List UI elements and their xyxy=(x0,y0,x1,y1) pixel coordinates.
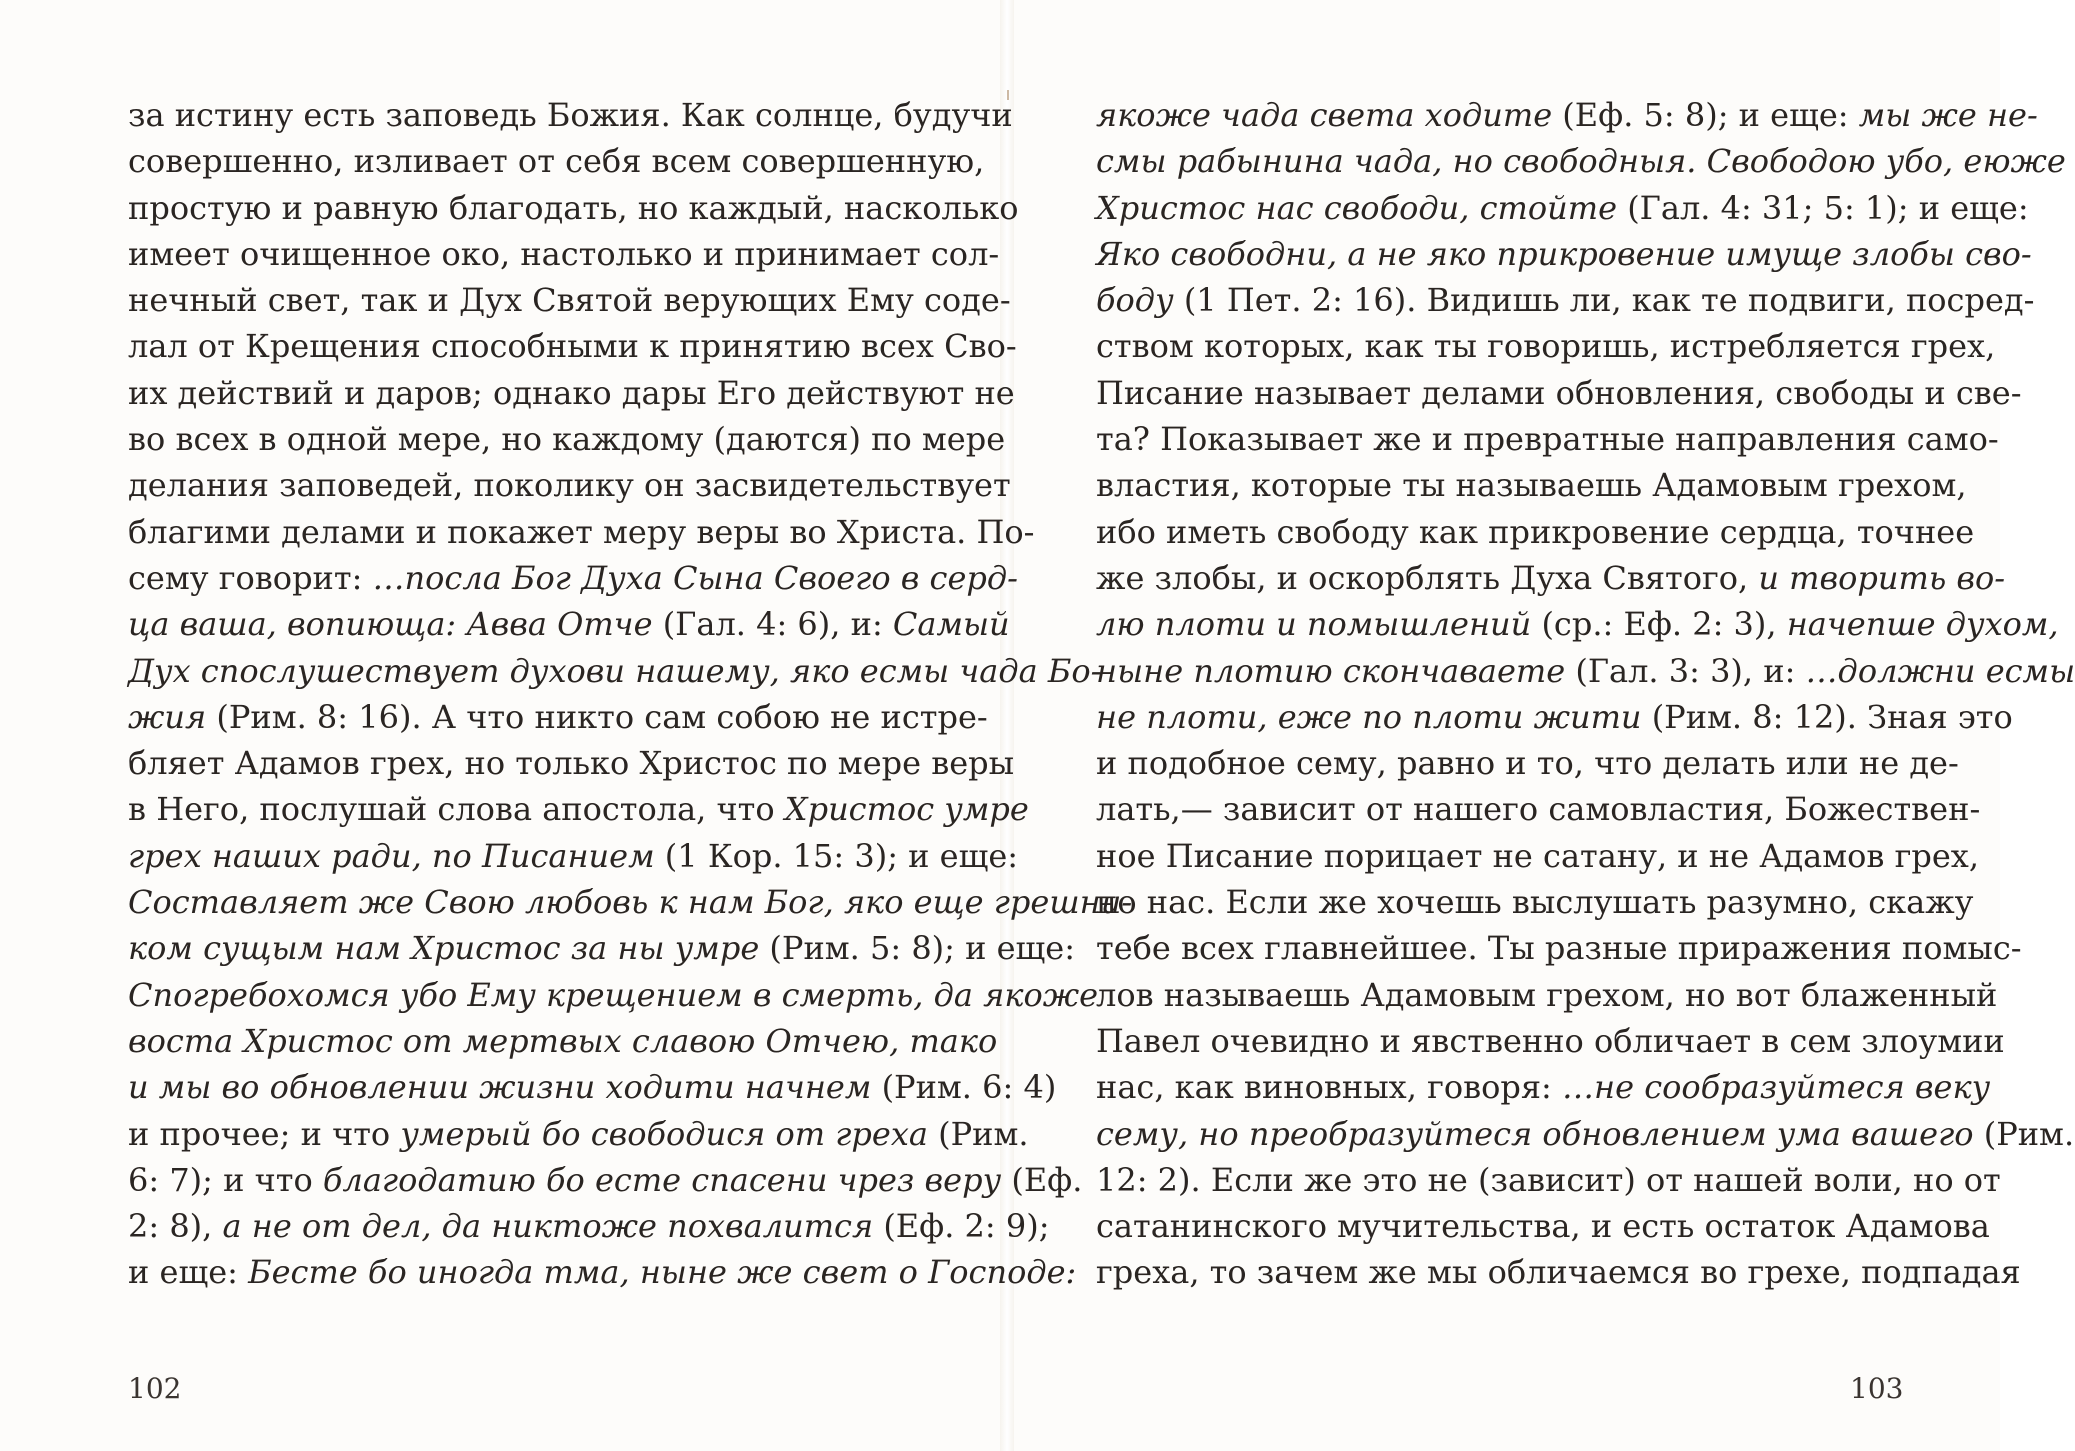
italic-quote: Спогребохомся убо Ему крещением в смерть, да якоже xyxy=(128,975,1099,1014)
italic-quote: Самый xyxy=(892,605,1010,644)
text-line xyxy=(1096,786,1981,832)
text-run: но нас. Если же хочешь выслушать разумно, скажу xyxy=(1096,883,1974,922)
text-line xyxy=(128,972,1099,1018)
italic-quote: начenше духом, xyxy=(1786,605,2059,644)
text-line xyxy=(1096,648,2075,694)
text-run: делания заповедей, поколику он засвидетельствует xyxy=(128,466,1011,505)
italic-quote: Бесте бо иногда тма, ныне же свет о Господе: xyxy=(248,1253,1077,1292)
italic-quote: и мы во обновлении жизни ходити начнем xyxy=(128,1068,872,1107)
text-line xyxy=(1096,1064,1991,1110)
text-line xyxy=(1096,416,1999,462)
italic-quote: смы рабынина чада, но свободныя. Свободою убо, еюже xyxy=(1096,142,2066,181)
text-line xyxy=(1096,462,1967,508)
text-line xyxy=(1096,1018,2005,1064)
text-run: (Гал. 4: 31; 5: 1); и еще: xyxy=(1617,188,2029,227)
text-line xyxy=(128,1111,1029,1157)
text-line xyxy=(128,509,1035,555)
text-run: же злобы, и оскорблять Духа Святого, xyxy=(1096,558,1759,597)
text-line xyxy=(1096,1111,2075,1157)
italic-quote: ныне плотию скончаваете xyxy=(1096,651,1566,690)
right-page-text xyxy=(1096,92,2075,1296)
text-line xyxy=(128,1064,1057,1110)
text-run: (Еф. 5: 8); и еще: xyxy=(1552,96,1859,134)
text-line xyxy=(128,740,1015,786)
text-line xyxy=(128,1203,1050,1249)
italic-quote: воста Христос от мертвых славою Отчею, тако xyxy=(128,1021,998,1060)
italic-quote: лю плоти и помышлений xyxy=(1096,605,1532,644)
text-run: (Рим. 8: 12). Зная это xyxy=(1641,697,2013,736)
text-run: имеет очищенное око, настолько и принимает сол- xyxy=(128,234,1000,273)
text-line xyxy=(1096,1203,1990,1249)
text-line xyxy=(128,1018,998,1064)
text-run: совершенно, изливает от себя всем совершенную, xyxy=(128,142,985,181)
italic-quote: Христос умре xyxy=(784,790,1029,829)
text-run: властия, которые ты называешь Адамовым грехом, xyxy=(1096,466,1967,505)
text-line xyxy=(1096,1157,2001,1203)
text-run: сатанинского мучительства, и есть остаток Адамова xyxy=(1096,1207,1990,1246)
text-line xyxy=(1096,925,2022,971)
text-run: лов называешь Адамовым грехом, но вот блаженный xyxy=(1096,975,1998,1014)
text-line xyxy=(1096,879,1974,925)
text-line xyxy=(128,879,1133,925)
text-line xyxy=(128,694,988,740)
text-line xyxy=(128,92,1013,138)
text-run: (1 Кор. 15: 3); и еще: xyxy=(654,836,1019,875)
left-page-number: 102 xyxy=(128,1372,182,1405)
text-line xyxy=(1096,509,1975,555)
text-line xyxy=(128,138,985,184)
italic-quote: а не от дел, да никтоже похвалится xyxy=(222,1207,874,1246)
italic-quote: Дух спослушествует духови нашему, яко есмы чада Бо- xyxy=(128,651,1102,690)
text-run: (Рим. xyxy=(927,1114,1029,1153)
italic-quote: якоже чада света ходите xyxy=(1096,96,1553,134)
text-run: (Рим. 8: 16). А что никто сам собою не истре- xyxy=(206,697,988,736)
text-line xyxy=(128,1249,1077,1295)
text-line xyxy=(1096,138,2066,184)
text-line xyxy=(128,370,1015,416)
text-line xyxy=(128,786,1029,832)
text-run: (Гал. 3: 3), и: xyxy=(1565,651,1806,690)
text-run: Павел очевидно и явственно обличает в сем злоумии xyxy=(1096,1021,2005,1060)
text-line xyxy=(1096,185,2029,231)
text-run: ное Писание порицает не сатану, и не Адамов грех, xyxy=(1096,836,1979,875)
text-run: Писание называет делами обновления, свободы и све- xyxy=(1096,373,2022,412)
text-run: (Еф. xyxy=(1001,1160,1083,1199)
text-line xyxy=(1096,92,2038,138)
italic-quote: ком сущым нам Христос за ны умре xyxy=(128,929,760,968)
italic-quote: мы же не- xyxy=(1858,96,2038,134)
text-run: греха, то зачем же мы обличаемся во грехе, подпадая xyxy=(1096,1253,2021,1292)
text-run: благими делами и покажет меру веры во Христа. По- xyxy=(128,512,1035,551)
text-run: (Рим. 6: 4) xyxy=(871,1068,1057,1107)
italic-quote: Яко свободни, а не яко прикровение имуще злобы сво- xyxy=(1096,234,2032,273)
text-run: и подобное сему, равно и то, что делать или не де- xyxy=(1096,744,1959,783)
text-run: простую и равную благодать, но каждый, насколько xyxy=(128,188,1019,227)
text-run: 12: 2). Если же это не (зависит) от нашей воли, но от xyxy=(1096,1160,2001,1199)
text-line xyxy=(1096,601,2059,647)
text-run: и прочее; и что xyxy=(128,1114,401,1153)
text-line xyxy=(1096,1249,2021,1295)
text-line xyxy=(128,416,1006,462)
italic-quote: жия xyxy=(128,697,207,736)
text-run: ством которых, как ты говоришь, истребляется грех, xyxy=(1096,327,1996,366)
text-run: их действий и даров; однако дары Его действуют не xyxy=(128,373,1015,412)
italic-quote: не плоти, еже по плоти жити xyxy=(1096,697,1642,736)
text-line xyxy=(1096,555,2006,601)
italic-quote: …должни есмы xyxy=(1805,651,2075,690)
text-line xyxy=(128,231,1000,277)
italic-quote: …посла Бог Духа Сына Своего в серд- xyxy=(372,558,1018,597)
text-line xyxy=(1096,694,2013,740)
text-run: 6: 7); и что xyxy=(128,1160,323,1199)
text-line xyxy=(128,185,1019,231)
italic-quote: ца ваша, вопиюща: Авва Отче xyxy=(128,605,653,644)
italic-quote: Составляет же Свою любовь к нам Бог, яко еще грешни- xyxy=(128,883,1133,922)
italic-quote: Христос нас свободи, стойте xyxy=(1096,188,1618,227)
text-run: сему говорит: xyxy=(128,558,373,597)
text-line xyxy=(128,462,1011,508)
text-run: (Рим. xyxy=(1973,1114,2075,1153)
text-run: (Рим. 5: 8); и еще: xyxy=(759,929,1076,968)
right-page-number: 103 xyxy=(1850,1372,1904,1405)
italic-quote: и творить во- xyxy=(1758,558,2006,597)
text-run: и еще: xyxy=(128,1253,249,1292)
italic-quote: грех наших ради, по Писанием xyxy=(128,836,655,875)
text-line xyxy=(128,648,1102,694)
text-line xyxy=(128,925,1076,971)
text-line xyxy=(1096,323,1996,369)
text-line xyxy=(1096,740,1959,786)
text-line xyxy=(128,277,1011,323)
text-line xyxy=(1096,277,2035,323)
text-run: 2: 8), xyxy=(128,1207,223,1246)
text-run: тебе всех главнейшее. Ты разные приражения помыс- xyxy=(1096,929,2022,968)
text-line xyxy=(1096,833,1979,879)
text-line xyxy=(128,601,1010,647)
text-line xyxy=(1096,972,1998,1018)
text-run: лать,— зависит от нашего самовластия, Божествен- xyxy=(1096,790,1981,829)
text-run: во всех в одной мере, но каждому (даются) по мере xyxy=(128,420,1006,459)
text-line xyxy=(128,323,1017,369)
italic-quote: …не сообразуйтеся веку xyxy=(1562,1068,1991,1107)
text-line xyxy=(128,1157,1083,1203)
text-run: нас, как виновных, говоря: xyxy=(1096,1068,1562,1107)
text-run: (Гал. 4: 6), и: xyxy=(652,605,893,644)
italic-quote: боду xyxy=(1096,281,1174,320)
text-line xyxy=(1096,370,2022,416)
text-run: бляет Адамов грех, но только Христос по мере веры xyxy=(128,744,1015,783)
text-run: нечный свет, так и Дух Святой верующих Ему соде- xyxy=(128,281,1011,320)
text-run: лал от Крещения способными к принятию всех Сво- xyxy=(128,327,1017,366)
text-run: за истину есть заповедь Божия. Как солнце, будучи xyxy=(128,96,1013,134)
text-line xyxy=(128,555,1018,601)
italic-quote: умерый бо свободися от греха xyxy=(400,1114,928,1153)
italic-quote: сему, но преобразуйтеся обновлением ума вашего xyxy=(1096,1114,1974,1153)
text-run: (ср.: Еф. 2: 3), xyxy=(1531,605,1787,644)
text-line xyxy=(1096,231,2032,277)
italic-quote: благодатию бо есте спасени чрез веру xyxy=(322,1160,1002,1199)
left-page-text xyxy=(128,92,1133,1296)
text-line xyxy=(128,833,1019,879)
text-run: та? Показывает же и превратные направления само- xyxy=(1096,420,1999,459)
text-run: (Еф. 2: 9); xyxy=(873,1207,1050,1246)
text-run: ибо иметь свободу как прикровение сердца, точнее xyxy=(1096,512,1975,551)
text-run: в Него, послушай слова апостола, что xyxy=(128,790,785,829)
text-run: (1 Пет. 2: 16). Видишь ли, как те подвиги, посред- xyxy=(1173,281,2035,320)
